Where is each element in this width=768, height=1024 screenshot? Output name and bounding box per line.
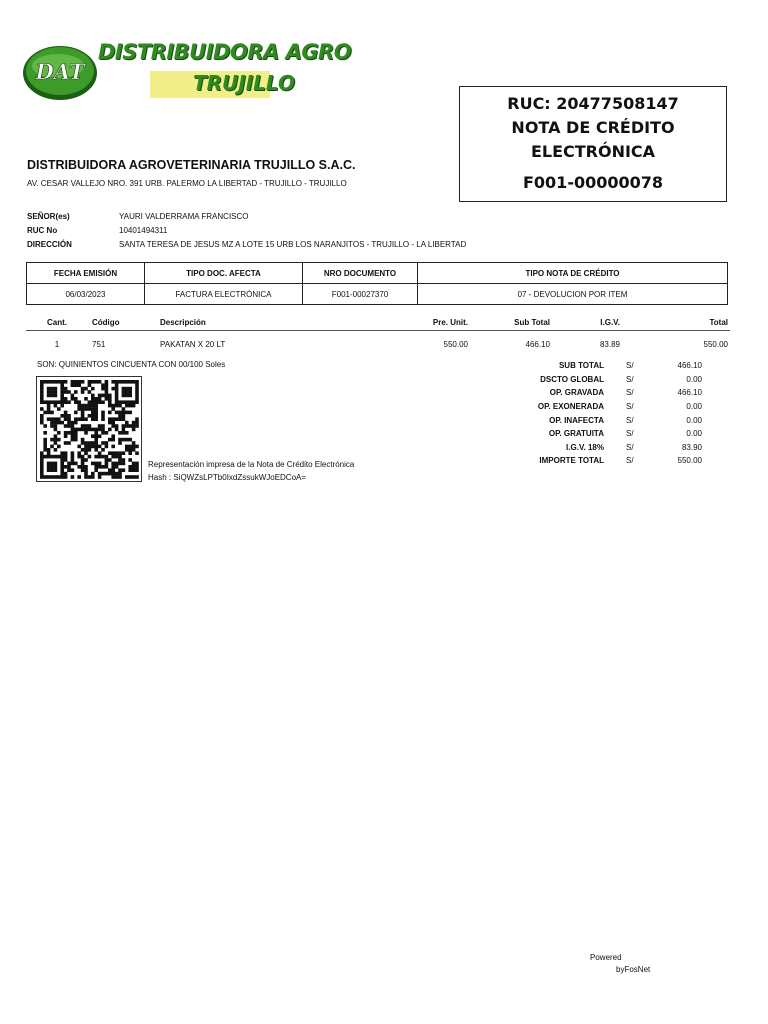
totals-currency: S/: [626, 456, 634, 466]
col-igv: I.G.V.: [600, 317, 620, 327]
company-logo-emblem: [22, 40, 100, 102]
doc-type-line1: NOTA DE CRÉDITO: [511, 118, 675, 137]
qr-code-graphic: [37, 377, 141, 481]
client-ruc-value: 10401494311: [119, 226, 168, 235]
client-name-label: SEÑOR(es): [27, 212, 70, 221]
totals-value: 0.00: [686, 429, 702, 439]
totals-value: 0.00: [686, 415, 702, 425]
powered-by: [590, 952, 650, 976]
qr-code: [36, 376, 142, 482]
header-tipo-doc-afecta: TIPO DOC. AFECTA: [145, 263, 303, 284]
totals-currency: S/: [626, 415, 634, 425]
totals-row: [500, 413, 702, 427]
col-codigo: Código: [92, 317, 120, 327]
totals-currency: S/: [626, 361, 634, 371]
powered-line2: byFosNet: [616, 965, 651, 974]
totals-currency: S/: [626, 402, 634, 412]
totals-row: [500, 427, 702, 441]
client-name-value: YAURI VALDERRAMA FRANCISCO: [119, 212, 249, 221]
powered-line1: Powered: [590, 953, 622, 962]
item-pre-unit: 550.00: [443, 339, 468, 349]
totals-label: DSCTO GLOBAL: [540, 374, 604, 384]
tipo-doc-afecta-value: FACTURA ELECTRÓNICA: [145, 284, 303, 305]
item-cant: 1: [54, 339, 60, 349]
amount-in-words: SON: QUINIENTOS CINCUENTA CON 00/100 Soles: [37, 360, 226, 369]
col-sub-total: Sub Total: [514, 317, 550, 327]
col-pre-unit: Pre. Unit.: [432, 317, 468, 327]
totals-currency: S/: [626, 388, 634, 398]
totals-row: [500, 359, 702, 373]
item-descripcion: PAKATAN X 20 LT: [160, 339, 226, 349]
totals-value: 466.10: [677, 388, 702, 398]
totals-label: I.G.V. 18%: [566, 442, 604, 452]
tipo-nota-value: 07 - DEVOLUCION POR ITEM: [418, 284, 728, 305]
doc-number: F001-00000078: [522, 173, 664, 192]
representation-note: [148, 458, 354, 484]
logo-emblem-text: DAT: [35, 59, 85, 84]
item-igv: 83.89: [599, 339, 620, 349]
company-address: AV. CESAR VALLEJO NRO. 391 URB. PALERMO LA LIBERTAD - TRUJILLO - TRUJILLO: [27, 179, 347, 188]
totals-label: IMPORTE TOTAL: [539, 456, 604, 466]
totals-value: 466.10: [677, 361, 702, 371]
table-row: [26, 337, 730, 351]
items-table: [26, 314, 730, 351]
items-header-row: [26, 314, 730, 331]
doc-type-line2: ELECTRÓNICA: [530, 142, 656, 161]
header-fecha-emision: FECHA EMISIÓN: [27, 263, 145, 284]
logo-brand-line2: TRUJILLO: [193, 71, 295, 95]
item-total: 550.00: [703, 339, 728, 349]
item-sub-total: 466.10: [525, 339, 550, 349]
totals-row: [500, 373, 702, 387]
totals-currency: S/: [626, 429, 634, 439]
totals-row: [500, 454, 702, 468]
totals-row: [500, 441, 702, 455]
totals-currency: S/: [626, 442, 634, 452]
header-nro-documento: NRO DOCUMENTO: [303, 263, 418, 284]
totals-label: OP. GRATUITA: [548, 429, 604, 439]
item-codigo: 751: [92, 339, 106, 349]
totals-value: 83.90: [681, 442, 702, 452]
client-ruc-label: RUC No: [27, 226, 58, 235]
representation-text: Representación impresa de la Nota de Crédito Electrónica: [148, 460, 355, 469]
client-address-value: SANTA TERESA DE JESUS MZ A LOTE 15 URB LOS NARANJITOS - TRUJILLO - LA LIBERTAD: [119, 240, 467, 249]
document-reference-table: [26, 262, 728, 305]
hash-text: Hash : SiQWZsLPTb0IxdZssukWJoEDCoA=: [148, 473, 307, 482]
totals-label: OP. INAFECTA: [549, 415, 604, 425]
totals-value: 0.00: [686, 402, 702, 412]
ruc-number: RUC: 20477508147: [507, 94, 679, 113]
col-cant: Cant.: [47, 317, 67, 327]
header-tipo-nota: TIPO NOTA DE CRÉDITO: [418, 263, 728, 284]
totals-currency: S/: [626, 374, 634, 384]
totals-block: [500, 359, 702, 468]
nro-documento-value: F001-00027370: [303, 284, 418, 305]
totals-value: 550.00: [677, 456, 702, 466]
client-address-label: DIRECCIÓN: [27, 240, 72, 249]
totals-row: [500, 386, 702, 400]
totals-row: [500, 400, 702, 414]
totals-label: OP. GRAVADA: [549, 388, 604, 398]
totals-label: SUB TOTAL: [558, 361, 604, 371]
totals-label: OP. EXONERADA: [537, 402, 604, 412]
col-descripcion: Descripción: [160, 317, 206, 327]
totals-value: 0.00: [686, 374, 702, 384]
fecha-emision-value: 06/03/2023: [27, 284, 145, 305]
ruc-box: [459, 86, 727, 202]
client-info: [27, 212, 466, 254]
company-name: DISTRIBUIDORA AGROVETERINARIA TRUJILLO S.A.C.: [27, 158, 356, 172]
col-total: Total: [709, 317, 728, 327]
logo-brand-line1: DISTRIBUIDORA AGRO: [98, 40, 352, 64]
